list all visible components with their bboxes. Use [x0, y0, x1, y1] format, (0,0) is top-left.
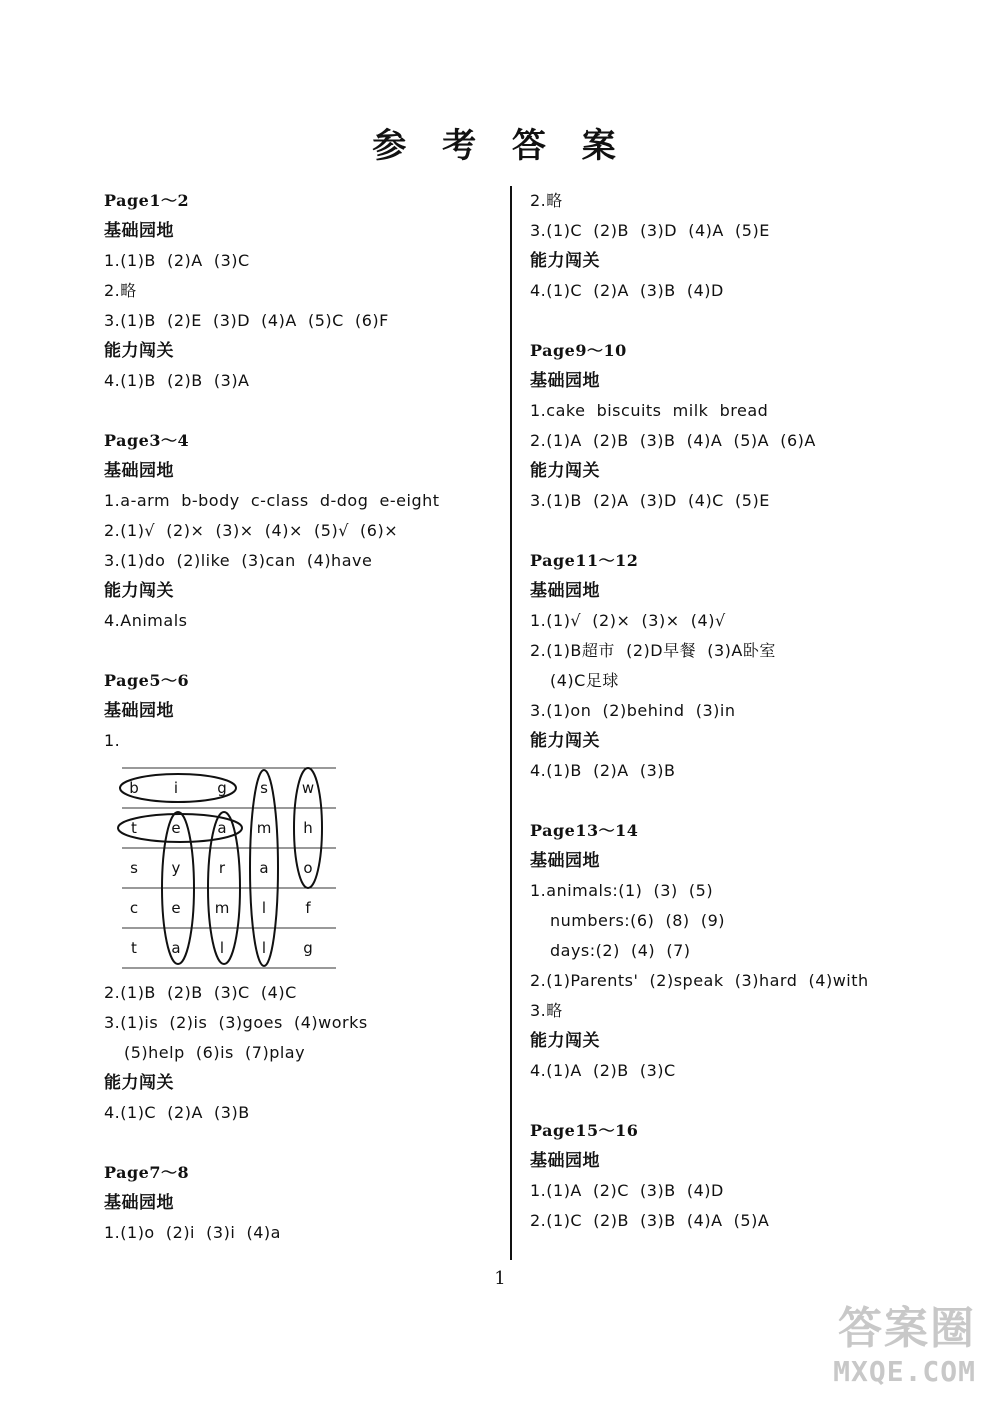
section-page-heading: Page13～14: [530, 821, 639, 840]
word-search-svg: [104, 762, 344, 972]
section-page-heading: Page1～2: [104, 191, 190, 210]
answer-line: 3.(1)B (2)E (3)D (4)A (5)C (6)F: [104, 311, 389, 330]
section-page-heading: Page9～10: [530, 341, 627, 360]
grid-letter: s: [260, 779, 268, 797]
answer-line: 1.(1)B (2)A (3)C: [104, 251, 250, 270]
answer-line: 1.(1)√ (2)× (3)× (4)√: [530, 611, 726, 630]
grid-letter: a: [217, 819, 227, 837]
answer-line: 2.(1)C (2)B (3)B (4)A (5)A: [530, 1211, 770, 1230]
answer-line: 4.(1)C (2)A (3)B: [104, 1103, 250, 1122]
grid-letter: l: [219, 939, 225, 957]
grid-letter: t: [131, 939, 137, 957]
answer-line: 4.(1)B (2)A (3)B: [530, 761, 676, 780]
answer-line: (4)C足球: [550, 671, 619, 690]
column-divider: [510, 186, 512, 1260]
grid-letter: e: [171, 899, 181, 917]
section-subheading: 能力闯关: [530, 731, 600, 751]
page-number: 1: [494, 1268, 506, 1289]
section-subheading: 能力闯关: [530, 461, 600, 481]
grid-letter: y: [171, 859, 181, 877]
answer-line: 3.(1)is (2)is (3)goes (4)works: [104, 1013, 368, 1032]
grid-letter: m: [214, 899, 230, 917]
section-subheading: 基础园地: [530, 581, 600, 601]
answer-line: numbers:(6) (8) (9): [550, 911, 726, 930]
grid-letter: t: [131, 819, 137, 837]
answer-line: 1.cake biscuits milk bread: [530, 401, 769, 420]
answer-line: 4.(1)A (2)B (3)C: [530, 1061, 676, 1080]
grid-letter: a: [171, 939, 181, 957]
section-subheading: 基础园地: [530, 851, 600, 871]
answer-line: 1.(1)A (2)C (3)B (4)D: [530, 1181, 724, 1200]
answer-line: 2.(1)B (2)B (3)C (4)C: [104, 983, 297, 1002]
grid-letter: b: [129, 779, 139, 797]
section-page-heading: Page5～6: [104, 671, 190, 690]
section-page-heading: Page15～16: [530, 1121, 639, 1140]
section-subheading: 基础园地: [530, 371, 600, 391]
watermark-logo: 答案圈: [838, 1303, 976, 1354]
answer-line: 2.(1)A (2)B (3)B (4)A (5)A (6)A: [530, 431, 816, 450]
grid-letter: w: [301, 779, 315, 797]
answer-line: 3.(1)on (2)behind (3)in: [530, 701, 736, 720]
grid-letter: e: [171, 819, 181, 837]
section-subheading: 基础园地: [104, 461, 174, 481]
right-column: [530, 186, 970, 1236]
section-subheading: 能力闯关: [530, 1031, 600, 1051]
grid-letter: a: [259, 859, 269, 877]
section-subheading: 能力闯关: [104, 1073, 174, 1093]
grid-letter: s: [130, 859, 138, 877]
section-subheading: 能力闯关: [530, 251, 600, 271]
answer-line: 2.(1)√ (2)× (3)× (4)× (5)√ (6)×: [104, 521, 399, 540]
answer-line: 1.(1)o (2)i (3)i (4)a: [104, 1223, 281, 1242]
answer-line: 3.(1)B (2)A (3)D (4)C (5)E: [530, 491, 770, 510]
answer-line: 4.(1)B (2)B (3)A: [104, 371, 250, 390]
answer-line: 2.略: [530, 191, 563, 210]
grid-letter: m: [256, 819, 272, 837]
section-subheading: 能力闯关: [104, 581, 174, 601]
section-page-heading: Page7～8: [104, 1163, 190, 1182]
answer-line: 2.略: [104, 281, 137, 300]
section-page-heading: Page3～4: [104, 431, 190, 450]
answer-line: 1.a-arm b-body c-class d-dog e-eight: [104, 491, 440, 510]
answer-line: days:(2) (4) (7): [550, 941, 691, 960]
answer-line: 2.(1)Parents' (2)speak (3)hard (4)with: [530, 971, 869, 990]
answer-line: 3.(1)do (2)like (3)can (4)have: [104, 551, 373, 570]
grid-letter: l: [261, 939, 267, 957]
answer-line: 4.(1)C (2)A (3)B (4)D: [530, 281, 724, 300]
grid-letter: f: [305, 899, 311, 917]
answer-line: 4.Animals: [104, 611, 188, 630]
section-subheading: 基础园地: [104, 221, 174, 241]
answer-line: (5)help (6)is (7)play: [124, 1043, 306, 1062]
answer-line: 3.(1)C (2)B (3)D (4)A (5)E: [530, 221, 770, 240]
watermark: [833, 1303, 976, 1388]
grid-letter: h: [303, 819, 313, 837]
section-subheading: 基础园地: [530, 1151, 600, 1171]
grid-letter: o: [303, 859, 313, 877]
grid-letter: g: [303, 939, 313, 957]
grid-letter: g: [217, 779, 227, 797]
section-subheading: 能力闯关: [104, 341, 174, 361]
section-subheading: 基础园地: [104, 701, 174, 721]
page-title: 参 考 答 案: [372, 126, 628, 166]
answer-line: 2.(1)B超市 (2)D早餐 (3)A卧室: [530, 641, 776, 660]
grid-letter: l: [261, 899, 267, 917]
word-search-grid: [104, 762, 344, 972]
left-column: [104, 186, 496, 1248]
grid-letter: i: [173, 779, 179, 797]
answer-line: 3.略: [530, 1001, 563, 1020]
watermark-site: MXQE.COM: [833, 1355, 976, 1388]
answer-line: 1.animals:(1) (3) (5): [530, 881, 714, 900]
grid-letter: r: [218, 859, 226, 877]
answer-line: 1.: [104, 731, 121, 750]
grid-letter: c: [129, 899, 139, 917]
section-subheading: 基础园地: [104, 1193, 174, 1213]
section-page-heading: Page11～12: [530, 551, 639, 570]
